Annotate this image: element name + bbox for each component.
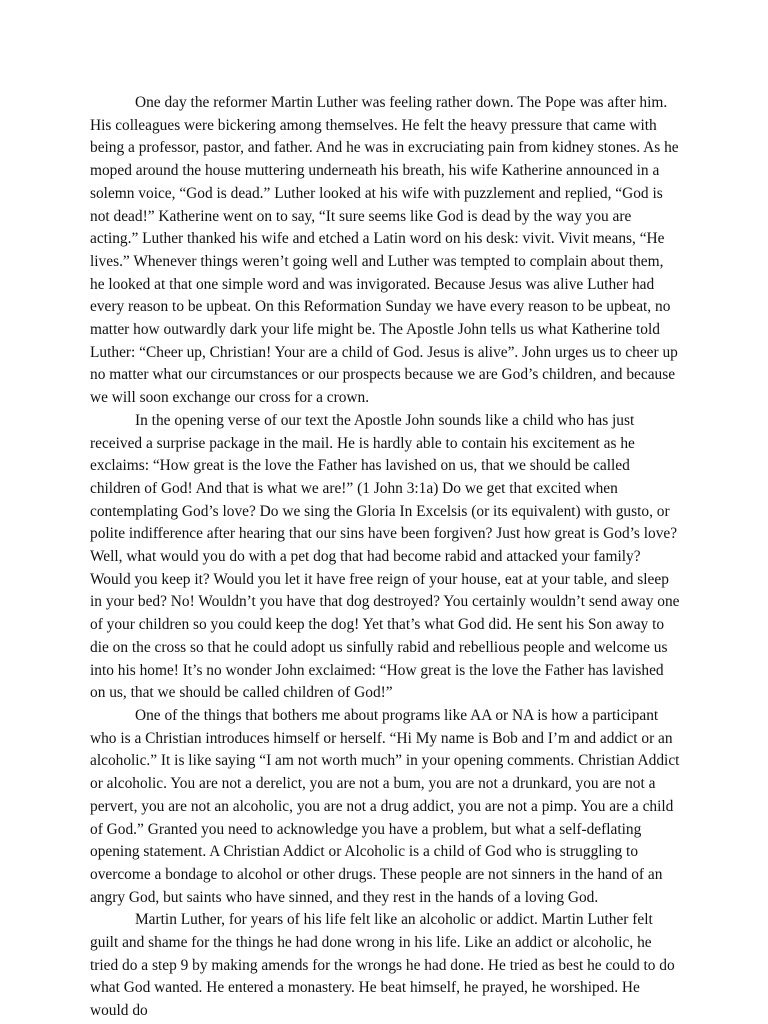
paragraph-luther-guilt: Martin Luther, for years of his life felt like an alcoholic or addict. Martin Luther felt guilt and shame for the things he had done wrong in his life. Like an addict or alcoholic, he tried do a step 9 by making amends for the wrongs he had done. He tried as best he could to do what God wanted. He entered a monastery. He beat himself, he prayed, he worshiped. He would do bbox=[90, 911, 675, 1020]
paragraph-aa-na-programs: One of the things that bothers me about programs like AA or NA is how a participant who is a Christian introduces himself or herself. “Hi My name is Bob and I’m and addict or an alcoholic.” It is like saying “I am not worth much” in your opening comments. Christian Addict or alcoholic. You are not a derelict, you are not a bum, you are not a drunkard, you are not a pervert, you are not an alcoholic, you are not a drug addict, you are not a pimp. You are a child of God.” Granted you need to acknowledge you have a problem, but what a self-deflating opening statement. A Christian Addict or Alcoholic is a child of God who is struggling to overcome a bondage to alcohol or other drugs. These people are not sinners in the hand of an angry God, but saints who have sinned, and they rest in the hands of a loving God. bbox=[90, 706, 680, 906]
paragraph-luther-vivit: One day the reformer Martin Luther was feeling rather down. The Pope was after him. His colleagues were bickering among themselves. He felt the heavy pressure that came with being a professor, pastor, and father. And he was in excruciating pain from kidney stones. As he moped around the house muttering underneath his breath, his wife Katherine announced in a solemn voice, “God is dead.” Luther looked at his wife with puzzlement and replied, “God is not dead!” Katherine went on to say, “It sure seems like God is dead by the way you are acting.” Luther thanked his wife and etched a Latin word on his desk: vivit. Vivit means, “He lives.” Whenever things weren’t going well and Luther was tempted to complain about them, he looked at that one simple word and was invigorated. Because Jesus was alive Luther had every reason to be upbeat. On this Reformation Sunday we have every reason to be upbeat, no matter how outwardly dark your life might be. The Apostle John tells us what Katherine told Luther: “Cheer up, Christian! Your are a child of God. Jesus is alive”. John urges us to cheer up no matter what our circumstances or our prospects because we are God’s children, and because we will soon exchange our cross for a crown. bbox=[90, 94, 679, 407]
body-text bbox=[90, 92, 680, 1023]
paragraph-how-great-love: In the opening verse of our text the Apostle John sounds like a child who has just received a surprise package in the mail. He is hardly able to contain his excitement as he exclaims: “How great is the love the Father has lavished on us, that we should be called children of God! And that is what we are!” (1 John 3:1a) Do we get that excited when contemplating God’s love? Do we sing the Gloria In Excelsis (or its equivalent) with gusto, or polite indifference after hearing that our sins have been forgiven? Just how great is God’s love? Well, what would you do with a pet dog that had become rabid and attacked your family? Would you keep it? Would you let it have free reign of your house, eat at your table, and sleep in your bed? No! Wouldn’t you have that dog destroyed? You certainly wouldn’t send away one of your children so you could keep the dog! Yet that’s what God did. He sent his Son away to die on the cross so that he could adopt us sinfully rabid and rebellious people and welcome us into his home! It’s no wonder John exclaimed: “How great is the love the Father has lavished on us, that we should be called children of God!” bbox=[90, 411, 680, 702]
